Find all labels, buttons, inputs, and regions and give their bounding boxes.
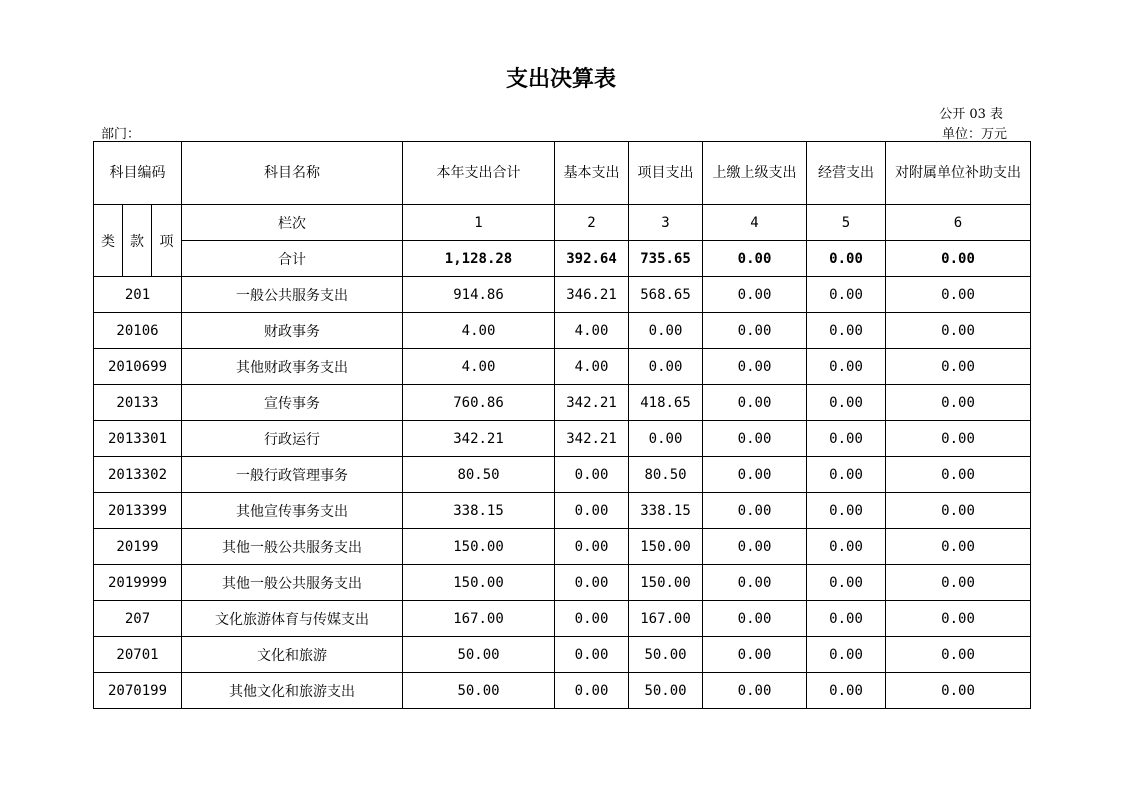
row-name: 其他一般公共服务支出	[182, 529, 403, 565]
row-value: 0.00	[886, 673, 1031, 709]
row-value: 342.21	[403, 421, 555, 457]
row-value: 0.00	[886, 385, 1031, 421]
header-operation: 经营支出	[807, 142, 886, 205]
row-value: 0.00	[703, 673, 807, 709]
header-subsidy: 对附属单位补助支出	[886, 142, 1031, 205]
row-value: 0.00	[807, 637, 886, 673]
header-kuan: 款	[123, 205, 152, 277]
col-num: 2	[555, 205, 629, 241]
table-row	[94, 565, 1031, 601]
table-row	[94, 529, 1031, 565]
row-value: 0.00	[886, 457, 1031, 493]
row-value: 0.00	[703, 385, 807, 421]
row-value: 0.00	[886, 277, 1031, 313]
row-value: 0.00	[886, 421, 1031, 457]
row-value: 0.00	[886, 313, 1031, 349]
row-value: 0.00	[807, 601, 886, 637]
header-xiang: 项	[152, 205, 182, 277]
header-lei: 类	[94, 205, 123, 277]
row-code: 20701	[94, 637, 182, 673]
row-value: 760.86	[403, 385, 555, 421]
row-value: 0.00	[703, 565, 807, 601]
header-row	[94, 142, 1031, 205]
table-row	[94, 385, 1031, 421]
row-value: 0.00	[555, 529, 629, 565]
row-code: 2070199	[94, 673, 182, 709]
table-row	[94, 637, 1031, 673]
table-row	[94, 313, 1031, 349]
row-value: 342.21	[555, 421, 629, 457]
table-row	[94, 673, 1031, 709]
row-value: 0.00	[807, 421, 886, 457]
row-value: 0.00	[703, 529, 807, 565]
row-name: 一般公共服务支出	[182, 277, 403, 313]
row-code: 2010699	[94, 349, 182, 385]
row-value: 0.00	[886, 601, 1031, 637]
row-value: 338.15	[629, 493, 703, 529]
form-number: 公开 03 表	[939, 107, 1003, 122]
header-name: 科目名称	[182, 142, 403, 205]
row-value: 0.00	[555, 601, 629, 637]
row-name: 行政运行	[182, 421, 403, 457]
row-value: 0.00	[703, 457, 807, 493]
row-value: 167.00	[629, 601, 703, 637]
row-value: 0.00	[807, 457, 886, 493]
row-value: 4.00	[555, 313, 629, 349]
row-value: 50.00	[403, 673, 555, 709]
row-value: 0.00	[703, 493, 807, 529]
total-value: 0.00	[807, 241, 886, 277]
row-code: 2013399	[94, 493, 182, 529]
column-label: 栏次	[182, 205, 403, 241]
row-value: 0.00	[886, 529, 1031, 565]
col-num: 3	[629, 205, 703, 241]
row-value: 0.00	[703, 313, 807, 349]
table-row	[94, 601, 1031, 637]
row-code: 20133	[94, 385, 182, 421]
row-value: 80.50	[403, 457, 555, 493]
row-value: 0.00	[886, 349, 1031, 385]
row-value: 0.00	[703, 277, 807, 313]
row-value: 150.00	[403, 529, 555, 565]
row-code: 2019999	[94, 565, 182, 601]
table-row	[94, 493, 1031, 529]
expenditure-table	[93, 141, 1031, 709]
row-code: 2013302	[94, 457, 182, 493]
row-name: 其他宣传事务支出	[182, 493, 403, 529]
header-total: 本年支出合计	[403, 142, 555, 205]
row-value: 0.00	[807, 385, 886, 421]
row-value: 4.00	[403, 349, 555, 385]
row-value: 150.00	[403, 565, 555, 601]
department-label: 部门：	[101, 127, 141, 142]
total-value: 735.65	[629, 241, 703, 277]
total-row	[94, 241, 1031, 277]
row-value: 0.00	[807, 277, 886, 313]
row-code: 201	[94, 277, 182, 313]
row-value: 338.15	[403, 493, 555, 529]
row-value: 150.00	[629, 565, 703, 601]
row-value: 0.00	[703, 421, 807, 457]
col-num: 5	[807, 205, 886, 241]
row-value: 0.00	[807, 313, 886, 349]
row-value: 0.00	[807, 529, 886, 565]
table-row	[94, 421, 1031, 457]
row-value: 0.00	[886, 493, 1031, 529]
row-value: 4.00	[555, 349, 629, 385]
row-value: 342.21	[555, 385, 629, 421]
row-value: 0.00	[703, 349, 807, 385]
row-value: 0.00	[886, 565, 1031, 601]
total-value: 392.64	[555, 241, 629, 277]
col-num: 6	[886, 205, 1031, 241]
page-title: 支出决算表	[505, 67, 616, 92]
column-number-row	[94, 205, 1031, 241]
total-value: 0.00	[703, 241, 807, 277]
row-value: 0.00	[886, 637, 1031, 673]
row-value: 50.00	[629, 673, 703, 709]
row-value: 0.00	[629, 313, 703, 349]
row-value: 0.00	[555, 565, 629, 601]
row-value: 4.00	[403, 313, 555, 349]
row-value: 80.50	[629, 457, 703, 493]
row-value: 0.00	[555, 673, 629, 709]
row-value: 914.86	[403, 277, 555, 313]
header-project: 项目支出	[629, 142, 703, 205]
row-code: 20106	[94, 313, 182, 349]
row-name: 其他一般公共服务支出	[182, 565, 403, 601]
row-name: 财政事务	[182, 313, 403, 349]
row-value: 0.00	[807, 565, 886, 601]
row-name: 文化旅游体育与传媒支出	[182, 601, 403, 637]
row-code: 2013301	[94, 421, 182, 457]
row-value: 0.00	[807, 349, 886, 385]
header-code: 科目编码	[94, 142, 182, 205]
row-value: 0.00	[807, 493, 886, 529]
row-name: 宣传事务	[182, 385, 403, 421]
table-row	[94, 457, 1031, 493]
row-value: 0.00	[807, 673, 886, 709]
row-value: 346.21	[555, 277, 629, 313]
col-num: 4	[703, 205, 807, 241]
row-value: 0.00	[555, 637, 629, 673]
row-value: 568.65	[629, 277, 703, 313]
row-code: 20199	[94, 529, 182, 565]
header-basic: 基本支出	[555, 142, 629, 205]
col-num: 1	[403, 205, 555, 241]
row-code: 207	[94, 601, 182, 637]
total-value: 1,128.28	[403, 241, 555, 277]
table-body	[94, 277, 1031, 709]
total-label: 合计	[182, 241, 403, 277]
row-value: 167.00	[403, 601, 555, 637]
row-value: 0.00	[629, 421, 703, 457]
row-value: 50.00	[403, 637, 555, 673]
row-name: 其他财政事务支出	[182, 349, 403, 385]
total-value: 0.00	[886, 241, 1031, 277]
row-value: 418.65	[629, 385, 703, 421]
row-name: 其他文化和旅游支出	[182, 673, 403, 709]
header-remit: 上缴上级支出	[703, 142, 807, 205]
row-value: 0.00	[555, 457, 629, 493]
table-row	[94, 349, 1031, 385]
row-value: 0.00	[629, 349, 703, 385]
row-name: 一般行政管理事务	[182, 457, 403, 493]
table-row	[94, 277, 1031, 313]
row-value: 150.00	[629, 529, 703, 565]
row-value: 0.00	[703, 601, 807, 637]
row-value: 50.00	[629, 637, 703, 673]
unit-label: 单位：万元	[941, 127, 1007, 142]
row-value: 0.00	[703, 637, 807, 673]
row-value: 0.00	[555, 493, 629, 529]
row-name: 文化和旅游	[182, 637, 403, 673]
